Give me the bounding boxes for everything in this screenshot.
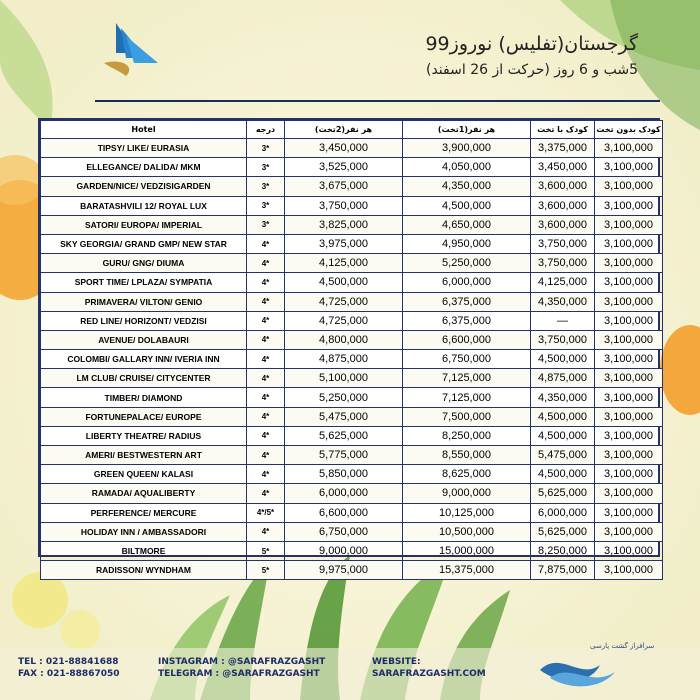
footer-telegram[interactable]: TELEGRAM : @SARAFRAZGASHT	[158, 669, 320, 679]
cell-hotel: RAMADA/ AQUALIBERTY	[41, 484, 247, 503]
cell-double: 5,100,000	[285, 369, 403, 388]
cell-double: 4,500,000	[285, 273, 403, 292]
footer-website-label: WEBSITE:	[372, 657, 421, 667]
cell-child-bed: 3,750,000	[531, 330, 595, 349]
cell-hotel: LIBERTY THEATRE/ RADIUS	[41, 426, 247, 445]
cell-child-bed: 4,350,000	[531, 292, 595, 311]
cell-child-nobed: 3,100,000	[595, 234, 663, 253]
table-row	[41, 561, 663, 580]
table-row	[41, 158, 663, 177]
cell-child-bed: 4,125,000	[531, 273, 595, 292]
cell-grade: 4*	[247, 350, 285, 369]
cell-single: 7,500,000	[403, 407, 531, 426]
cell-grade: 4*	[247, 311, 285, 330]
footer-website-link[interactable]: SARAFRAZGASHT.COM	[372, 669, 486, 679]
cell-hotel: ELLEGANCE/ DALIDA/ MKM	[41, 158, 247, 177]
cell-child-bed: 3,600,000	[531, 196, 595, 215]
table-row	[41, 522, 663, 541]
cell-child-nobed: 3,100,000	[595, 407, 663, 426]
cell-child-bed: 3,600,000	[531, 215, 595, 234]
cell-double: 3,525,000	[285, 158, 403, 177]
table-row	[41, 369, 663, 388]
table-body	[41, 139, 663, 580]
bird-logo-icon	[96, 18, 166, 88]
cell-child-nobed: 3,100,000	[595, 465, 663, 484]
cell-single: 4,350,000	[403, 177, 531, 196]
cell-child-nobed: 3,100,000	[595, 484, 663, 503]
cell-grade: 4*	[247, 254, 285, 273]
cell-child-bed: 4,500,000	[531, 350, 595, 369]
cell-double: 9,000,000	[285, 541, 403, 560]
footer-contact	[18, 656, 120, 680]
cell-child-nobed: 3,100,000	[595, 273, 663, 292]
cell-child-bed: —	[531, 311, 595, 330]
cell-child-nobed: 3,100,000	[595, 561, 663, 580]
cell-child-bed: 8,250,000	[531, 541, 595, 560]
table-header-row	[41, 121, 663, 139]
column-header-grade: درجه	[247, 121, 285, 139]
cell-double: 4,125,000	[285, 254, 403, 273]
table-row	[41, 292, 663, 311]
cell-grade: 3*	[247, 139, 285, 158]
table-row	[41, 350, 663, 369]
column-header-single: هر نفر(1تخت)	[403, 121, 531, 139]
cell-hotel: BILTMORE	[41, 541, 247, 560]
cell-single: 4,650,000	[403, 215, 531, 234]
cell-child-bed: 5,625,000	[531, 484, 595, 503]
cell-child-nobed: 3,100,000	[595, 369, 663, 388]
cell-child-bed: 3,450,000	[531, 158, 595, 177]
table-row	[41, 234, 663, 253]
cell-hotel: COLOMBI/ GALLARY INN/ IVERIA INN	[41, 350, 247, 369]
cell-single: 8,625,000	[403, 465, 531, 484]
cell-grade: 4*/5*	[247, 503, 285, 522]
cell-grade: 4*	[247, 465, 285, 484]
cell-double: 3,450,000	[285, 139, 403, 158]
cell-double: 3,825,000	[285, 215, 403, 234]
cell-hotel: PERFERENCE/ MERCURE	[41, 503, 247, 522]
cell-grade: 4*	[247, 522, 285, 541]
cell-child-bed: 4,875,000	[531, 369, 595, 388]
cell-single: 8,550,000	[403, 446, 531, 465]
cell-child-nobed: 3,100,000	[595, 446, 663, 465]
cell-hotel: PRIMAVERA/ VILTON/ GENIO	[41, 292, 247, 311]
table-row	[41, 446, 663, 465]
cell-grade: 4*	[247, 234, 285, 253]
table-row	[41, 254, 663, 273]
cell-grade: 4*	[247, 388, 285, 407]
cell-grade: 3*	[247, 215, 285, 234]
table-row	[41, 503, 663, 522]
footer-website	[372, 656, 486, 680]
cell-single: 15,000,000	[403, 541, 531, 560]
cell-double: 3,675,000	[285, 177, 403, 196]
column-header-double: هر نفر(2تخت)	[285, 121, 403, 139]
cell-child-nobed: 3,100,000	[595, 503, 663, 522]
footer-social	[158, 656, 325, 680]
cell-child-nobed: 3,100,000	[595, 541, 663, 560]
cell-child-bed: 4,500,000	[531, 426, 595, 445]
cell-grade: 3*	[247, 158, 285, 177]
cell-child-bed: 3,375,000	[531, 139, 595, 158]
cell-child-nobed: 3,100,000	[595, 330, 663, 349]
cell-hotel: AMERI/ BESTWESTERN ART	[41, 446, 247, 465]
cell-hotel: RED LINE/ HORIZONT/ VEDZISI	[41, 311, 247, 330]
cell-single: 6,375,000	[403, 292, 531, 311]
cell-child-nobed: 3,100,000	[595, 196, 663, 215]
cell-hotel: HOLIDAY INN / AMBASSADORI	[41, 522, 247, 541]
cell-hotel: TIMBER/ DIAMOND	[41, 388, 247, 407]
header-divider	[95, 100, 660, 102]
cell-child-nobed: 3,100,000	[595, 215, 663, 234]
cell-double: 5,625,000	[285, 426, 403, 445]
column-header-hotel: Hotel	[41, 121, 247, 139]
cell-double: 3,750,000	[285, 196, 403, 215]
cell-double: 9,975,000	[285, 561, 403, 580]
cell-double: 3,975,000	[285, 234, 403, 253]
table-row	[41, 388, 663, 407]
brand-name: سرافراز گشت پارسی	[590, 642, 655, 650]
cell-hotel: GURU/ GNG/ DIUMA	[41, 254, 247, 273]
cell-hotel: SKY GEORGIA/ GRAND GMP/ NEW STAR	[41, 234, 247, 253]
cell-double: 4,725,000	[285, 311, 403, 330]
cell-child-nobed: 3,100,000	[595, 350, 663, 369]
table-row	[41, 330, 663, 349]
cell-single: 6,600,000	[403, 330, 531, 349]
cell-child-nobed: 3,100,000	[595, 522, 663, 541]
cell-grade: 3*	[247, 196, 285, 215]
cell-single: 3,900,000	[403, 139, 531, 158]
footer-fax: FAX : 021-88867050	[18, 669, 120, 679]
column-header-child-bed: کودک با تخت	[531, 121, 595, 139]
column-header-child-nobed: کودک بدون تخت	[595, 121, 663, 139]
cell-hotel: GREEN QUEEN/ KALASI	[41, 465, 247, 484]
price-table	[38, 118, 661, 577]
cell-hotel: BARATASHVILI 12/ ROYAL LUX	[41, 196, 247, 215]
cell-child-bed: 3,750,000	[531, 254, 595, 273]
cell-single: 4,500,000	[403, 196, 531, 215]
cell-child-bed: 4,500,000	[531, 465, 595, 484]
cell-single: 8,250,000	[403, 426, 531, 445]
cell-grade: 4*	[247, 273, 285, 292]
cell-child-nobed: 3,100,000	[595, 292, 663, 311]
table-row	[41, 484, 663, 503]
table-row	[41, 139, 663, 158]
cell-child-bed: 5,625,000	[531, 522, 595, 541]
cell-double: 5,475,000	[285, 407, 403, 426]
cell-single: 6,750,000	[403, 350, 531, 369]
cell-double: 4,800,000	[285, 330, 403, 349]
footer-instagram[interactable]: INSTAGRAM : @SARAFRAZGASHT	[158, 657, 326, 667]
cell-child-bed: 5,475,000	[531, 446, 595, 465]
cell-single: 10,500,000	[403, 522, 531, 541]
cell-grade: 4*	[247, 426, 285, 445]
table-row	[41, 465, 663, 484]
cell-child-bed: 6,000,000	[531, 503, 595, 522]
cell-single: 5,250,000	[403, 254, 531, 273]
cell-grade: 4*	[247, 407, 285, 426]
cell-child-nobed: 3,100,000	[595, 311, 663, 330]
cell-double: 6,750,000	[285, 522, 403, 541]
cell-hotel: FORTUNEPALACE/ EUROPE	[41, 407, 247, 426]
cell-child-bed: 3,600,000	[531, 177, 595, 196]
cell-double: 4,725,000	[285, 292, 403, 311]
cell-hotel: SATORI/ EUROPA/ IMPERIAL	[41, 215, 247, 234]
cell-child-bed: 3,750,000	[531, 234, 595, 253]
cell-child-nobed: 3,100,000	[595, 254, 663, 273]
cell-single: 7,125,000	[403, 369, 531, 388]
table-row	[41, 426, 663, 445]
cell-child-nobed: 3,100,000	[595, 388, 663, 407]
cell-double: 5,775,000	[285, 446, 403, 465]
cell-double: 5,250,000	[285, 388, 403, 407]
cell-child-bed: 4,350,000	[531, 388, 595, 407]
table-row	[41, 215, 663, 234]
cell-single: 10,125,000	[403, 503, 531, 522]
cell-single: 9,000,000	[403, 484, 531, 503]
cell-grade: 5*	[247, 561, 285, 580]
cell-grade: 4*	[247, 369, 285, 388]
cell-single: 15,375,000	[403, 561, 531, 580]
cell-hotel: TIPSY/ LIKE/ EURASIA	[41, 139, 247, 158]
cell-grade: 5*	[247, 541, 285, 560]
cell-double: 6,000,000	[285, 484, 403, 503]
cell-child-nobed: 3,100,000	[595, 426, 663, 445]
cell-single: 6,000,000	[403, 273, 531, 292]
table-row	[41, 407, 663, 426]
table-row	[41, 196, 663, 215]
cell-single: 4,950,000	[403, 234, 531, 253]
cell-hotel: SPORT TIME/ LPLAZA/ SYMPATIA	[41, 273, 247, 292]
cell-single: 7,125,000	[403, 388, 531, 407]
page-title: گرجستان(تفلیس) نوروز99	[425, 33, 638, 55]
cell-single: 6,375,000	[403, 311, 531, 330]
cell-hotel: GARDEN/NICE/ VEDZISIGARDEN	[41, 177, 247, 196]
cell-grade: 4*	[247, 292, 285, 311]
page-subtitle: 5شب و 6 روز (حرکت از 26 اسفند)	[426, 62, 638, 78]
table-row	[41, 311, 663, 330]
cell-grade: 4*	[247, 446, 285, 465]
cell-double: 6,600,000	[285, 503, 403, 522]
cell-child-bed: 7,875,000	[531, 561, 595, 580]
cell-child-nobed: 3,100,000	[595, 158, 663, 177]
cell-child-bed: 4,500,000	[531, 407, 595, 426]
cell-double: 4,875,000	[285, 350, 403, 369]
table-row	[41, 273, 663, 292]
cell-hotel: LM CLUB/ CRUISE/ CITYCENTER	[41, 369, 247, 388]
cell-double: 5,850,000	[285, 465, 403, 484]
table-row	[41, 177, 663, 196]
cell-hotel: RADISSON/ WYNDHAM	[41, 561, 247, 580]
cell-child-nobed: 3,100,000	[595, 139, 663, 158]
cell-child-nobed: 3,100,000	[595, 177, 663, 196]
cell-grade: 4*	[247, 330, 285, 349]
cell-grade: 4*	[247, 484, 285, 503]
footer-tel: TEL : 021-88841688	[18, 657, 119, 667]
cell-single: 4,050,000	[403, 158, 531, 177]
cell-grade: 3*	[247, 177, 285, 196]
table-row	[41, 541, 663, 560]
cell-hotel: AVENUE/ DOLABAURI	[41, 330, 247, 349]
